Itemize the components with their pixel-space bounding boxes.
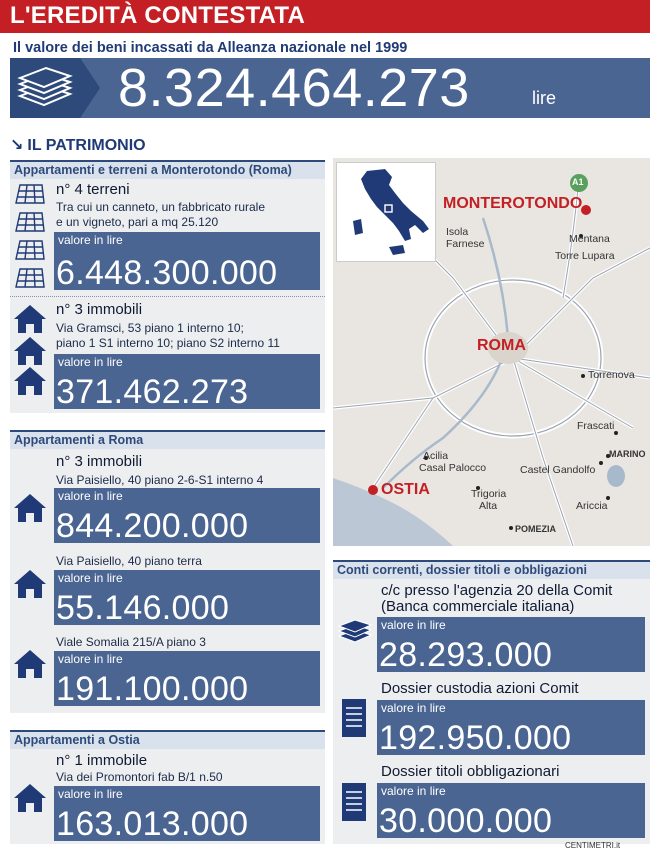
roma-value-box — [54, 570, 320, 625]
account-value: 28.293.000 — [379, 636, 553, 674]
house-icon — [13, 303, 47, 399]
land-grid-icon — [14, 183, 46, 293]
money-stack-icon — [10, 58, 100, 118]
panel-header: Appartamenti a Roma — [10, 430, 325, 449]
map-city-monterotondo: MONTEROTONDO — [443, 195, 583, 212]
buildings-detail-2: piano 1 S1 interno 10; piano S2 interno 11 — [56, 336, 280, 350]
total-unit: lire — [532, 88, 557, 108]
house-icon — [13, 492, 47, 524]
panel-conti — [333, 560, 650, 844]
value-label: valore in lire — [58, 489, 123, 503]
dossier-value-box — [377, 700, 645, 755]
house-icon — [13, 568, 47, 600]
roma-detail: Via Paisiello, 40 piano terra — [56, 554, 202, 568]
map-place: Torrenova — [588, 369, 635, 381]
dossier-title: Dossier custodia azioni Comit — [381, 680, 579, 697]
land-title: n° 4 terreni — [56, 181, 130, 198]
map-place: Alta — [479, 500, 498, 512]
total-banner — [10, 58, 650, 118]
map-place: MARINO — [609, 449, 646, 459]
roma-title: n° 3 immobili — [56, 453, 143, 470]
roma-value: 844.200.000 — [56, 507, 249, 545]
ostia-value-box — [54, 786, 320, 841]
map-place: Ariccia — [576, 500, 608, 512]
buildings-value-box — [54, 354, 320, 409]
ostia-title: n° 1 immobile — [56, 752, 148, 769]
map-place: Frascati — [577, 420, 615, 432]
roma-detail: Via Paisiello, 40 piano 2-6-S1 interno 4 — [56, 473, 264, 487]
map-place: Trigoria — [471, 488, 507, 500]
value-label: valore in lire — [58, 652, 123, 666]
bonds-title: Dossier titoli obbligazionari — [381, 763, 560, 780]
roma-value: 191.100.000 — [56, 670, 249, 708]
map-road-label: A1 — [572, 177, 584, 187]
bonds-value: 30.000.000 — [379, 802, 553, 840]
map-place: Mentana — [569, 233, 610, 245]
land-detail-2: e un vigneto, pari a mq 25.120 — [56, 215, 219, 229]
map-place: Casal Palocco — [419, 462, 487, 474]
value-label: valore in lire — [58, 571, 123, 585]
map-place: Farnese — [446, 238, 485, 250]
section-heading — [10, 135, 146, 155]
section-title: IL PATRIMONIO — [27, 137, 146, 154]
value-label: valore in lire — [381, 784, 446, 798]
map-city-ostia: OSTIA — [381, 481, 430, 498]
document-icon — [341, 698, 367, 738]
land-value-box — [54, 232, 320, 290]
account-value-box — [377, 617, 645, 672]
divider — [10, 296, 325, 297]
bonds-value-box — [377, 783, 645, 838]
map-city-roma: ROMA — [477, 337, 526, 354]
buildings-value: 371.462.273 — [56, 373, 249, 411]
map-place: Isola — [446, 226, 469, 238]
panel-header: Appartamenti a Ostia — [10, 730, 325, 749]
house-icon — [13, 782, 47, 814]
map-place: Torre Lupara — [555, 250, 615, 262]
total-value: 8.324.464.273 — [118, 58, 470, 118]
map-rome-area — [333, 158, 650, 546]
roma-detail: Viale Somalia 215/A piano 3 — [56, 635, 206, 649]
dossier-value: 192.950.000 — [379, 719, 572, 757]
buildings-detail-1: Via Gramsci, 53 piano 1 interno 10; — [56, 321, 244, 335]
arrow-down-right-icon: ↘ — [10, 137, 24, 154]
map-place: POMEZIA — [515, 524, 557, 534]
land-detail-1: Tra cui un canneto, un fabbricato rurale — [56, 200, 266, 214]
page-title: L'EREDITÀ CONTESTATA — [10, 2, 306, 29]
value-label: valore in lire — [58, 787, 123, 801]
account-title: (Banca commerciale italiana) — [381, 598, 575, 615]
buildings-title: n° 3 immobili — [56, 301, 143, 318]
panel-roma — [10, 430, 325, 713]
credit: CENTIMETRI.it — [565, 841, 621, 850]
subtitle: Il valore dei beni incassati da Alleanza nazionale nel 1999 — [13, 40, 408, 56]
map-place: Castel Gandolfo — [520, 464, 596, 476]
document-icon — [341, 782, 367, 822]
map-place: Acilia — [423, 450, 449, 462]
value-label: valore in lire — [381, 618, 446, 632]
money-stack-icon — [337, 616, 373, 646]
panel-header: Appartamenti e terreni a Monterotondo (Roma) — [10, 160, 325, 179]
panel-monterotondo — [10, 160, 325, 413]
value-label: valore in lire — [381, 701, 446, 715]
ostia-value: 163.013.000 — [56, 805, 249, 843]
house-icon — [13, 648, 47, 680]
roma-value: 55.146.000 — [56, 589, 230, 627]
value-label: valore in lire — [58, 233, 123, 247]
value-label: valore in lire — [58, 355, 123, 369]
roma-value-box — [54, 651, 320, 706]
panel-header: Conti correnti, dossier titoli e obbligazioni — [333, 560, 650, 579]
ostia-detail: Via dei Promontori fab B/1 n.50 — [56, 770, 223, 784]
account-title: c/c presso l'agenzia 20 della Comit — [381, 582, 613, 599]
panel-ostia — [10, 730, 325, 844]
roma-value-box — [54, 488, 320, 543]
title-bar — [0, 0, 650, 33]
italy-inset — [336, 162, 436, 262]
land-value: 6.448.300.000 — [56, 254, 278, 292]
